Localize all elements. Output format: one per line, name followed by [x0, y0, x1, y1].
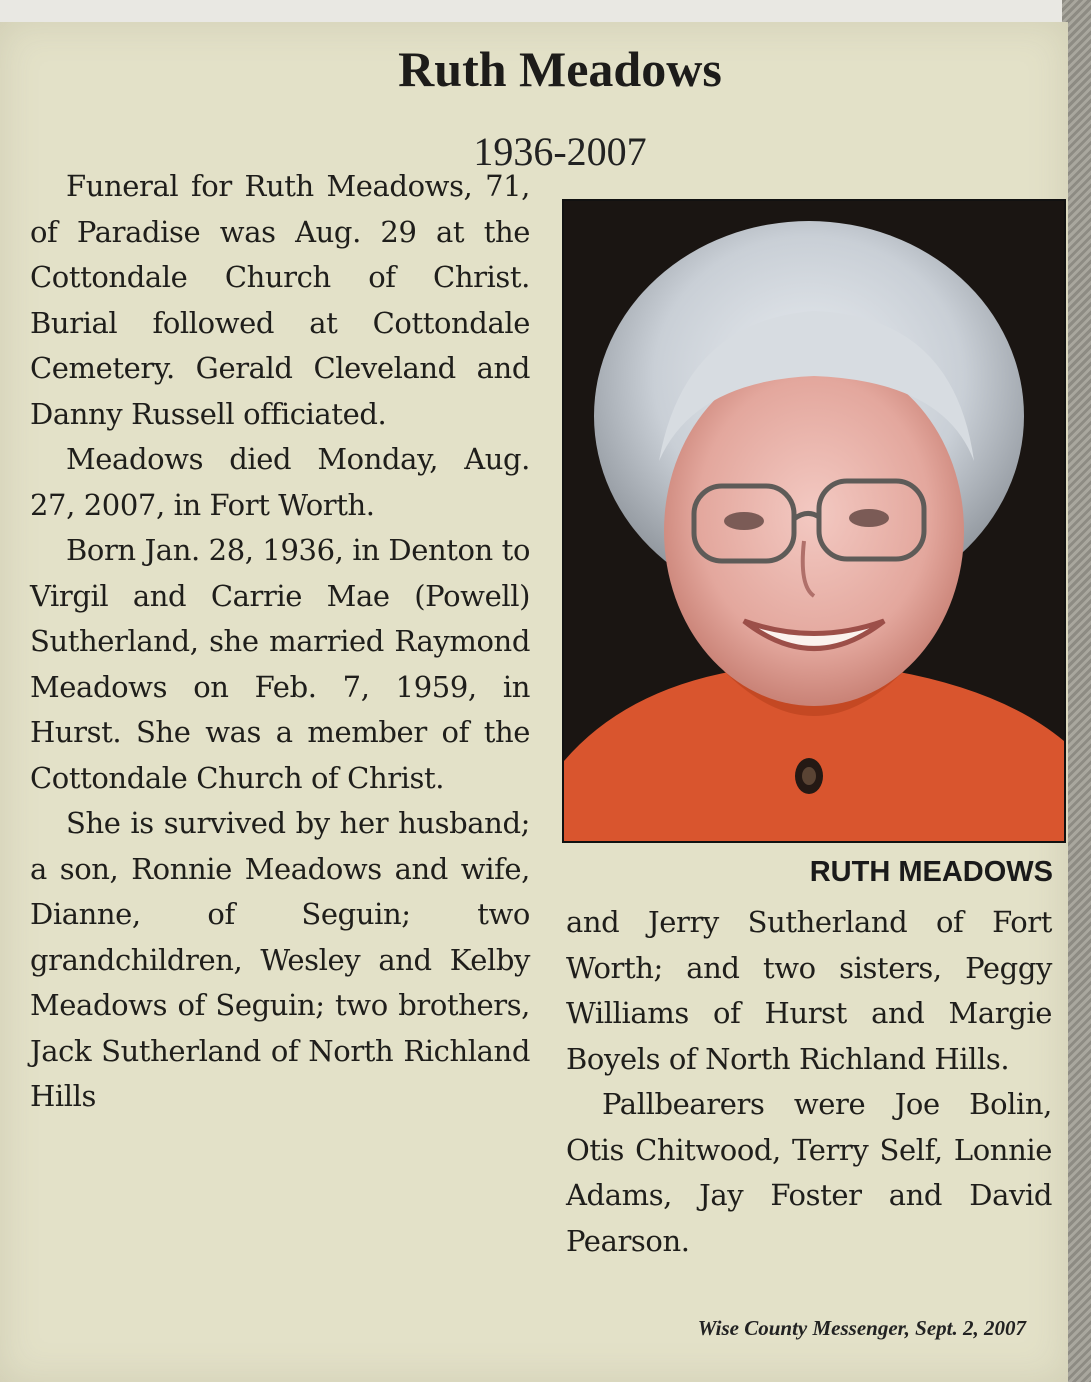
obituary-years: 1936-2007: [473, 129, 647, 174]
paragraph-birth-marriage: Born Jan. 28, 1936, in Denton to Virgil and Carrie Mae (Powell) Sutherland, she married Raymond Meadows on Feb. 7, 1959, in Hurst. She was a member of the Cottondale Church of Christ.: [30, 533, 530, 795]
portrait-illustration: [564, 201, 1064, 841]
paragraph-death: Meadows died Monday, Aug. 27, 2007, in Fort Worth.: [30, 442, 530, 522]
obituary-right-column: [566, 900, 1052, 1264]
obituary-left-column: [30, 164, 530, 1120]
portrait-photo: [562, 199, 1066, 843]
paragraph-survivors-continued: and Jerry Sutherland of Fort Worth; and two sisters, Peggy Williams of Hurst and Margie Boyels of North Richland Hills.: [566, 905, 1052, 1076]
photo-caption: RUTH MEADOWS: [809, 856, 1053, 888]
paragraph-pallbearers: Pallbearers were Joe Bolin, Otis Chitwood, Terry Self, Lonnie Adams, Jay Foster and David Pearson.: [566, 1087, 1052, 1258]
obituary-title: Ruth Meadows: [398, 41, 722, 97]
paragraph-funeral: Funeral for Ruth Meadows, 71, of Paradise was Aug. 29 at the Cottondale Church of Christ. Burial followed at Cottondale Cemetery. Gerald Cleveland and Danny Russell officiated.: [30, 169, 530, 431]
newspaper-source-credit: Wise County Messenger, Sept. 2, 2007: [697, 1316, 1026, 1340]
paragraph-survivors: She is survived by her husband; a son, Ronnie Meadows and wife, Dianne, of Seguin; two grandchildren, Wesley and Kelby Meadows of Seguin; two brothers, Jack Sutherland of North Richland Hills: [30, 806, 530, 1113]
